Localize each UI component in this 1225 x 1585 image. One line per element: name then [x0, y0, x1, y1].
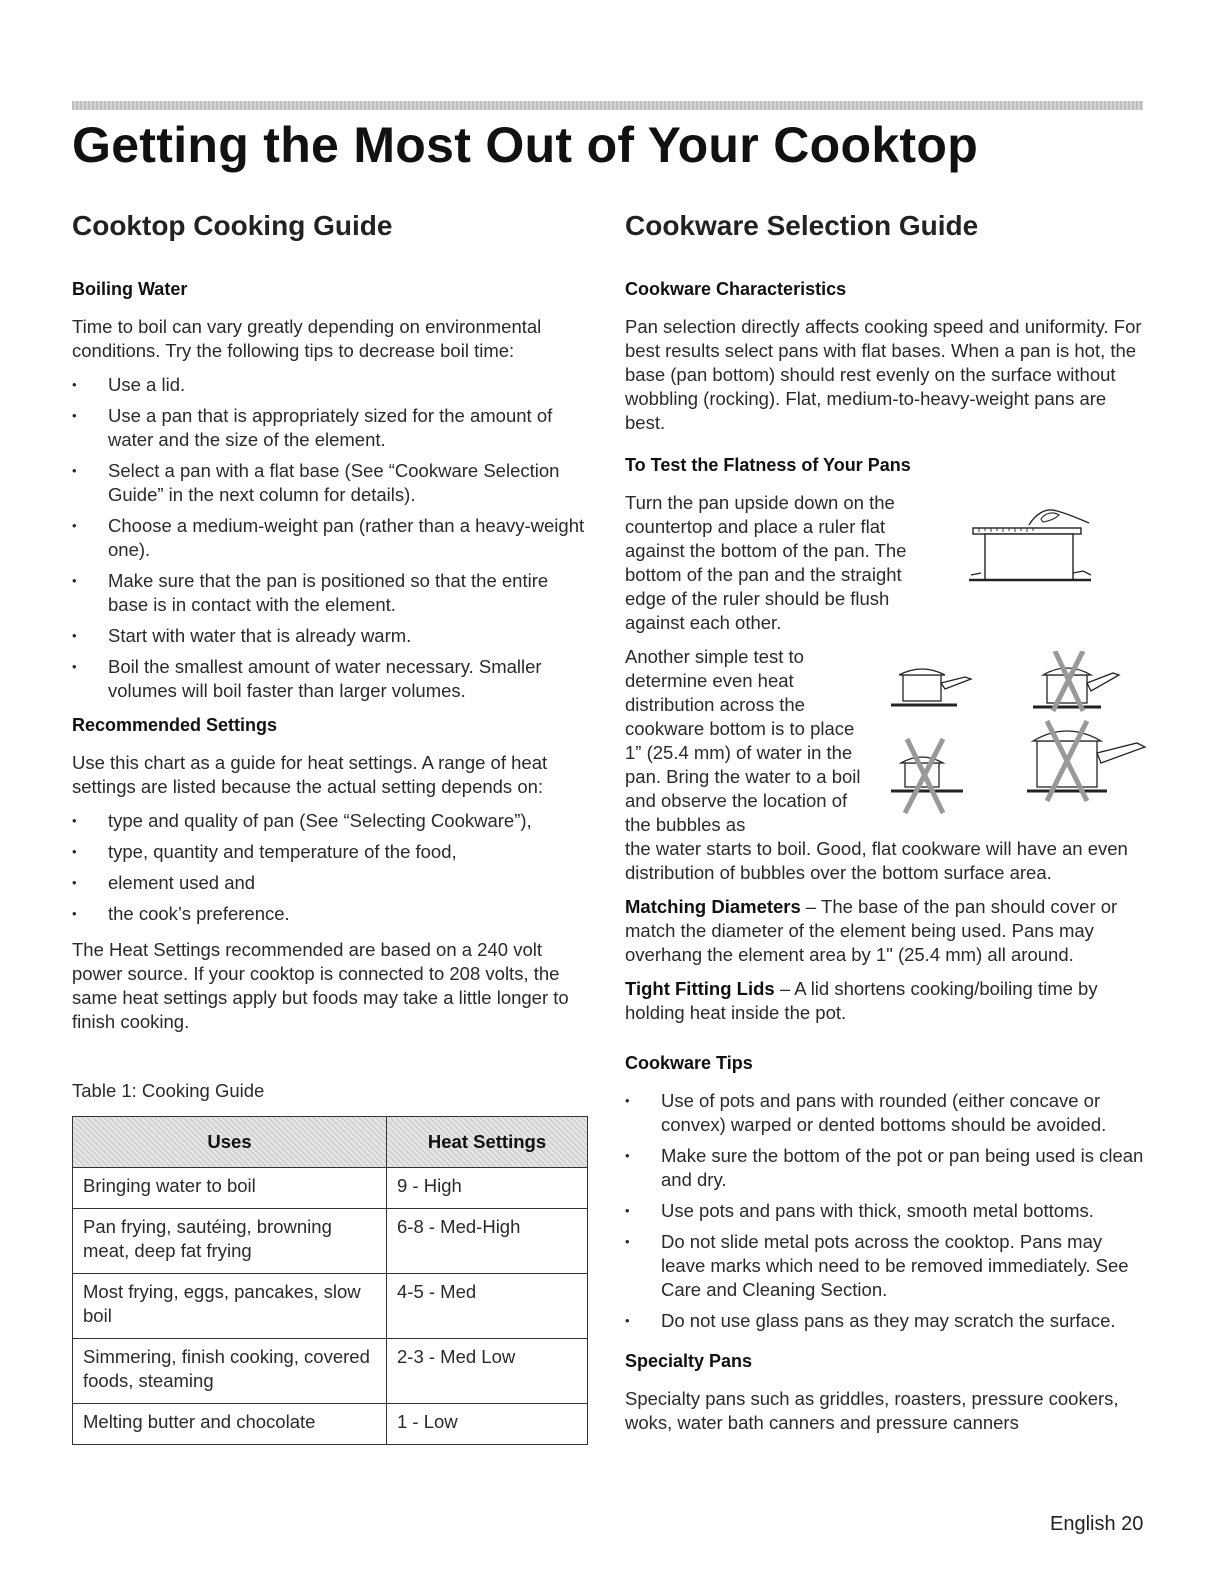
uses-header: Uses: [73, 1117, 387, 1168]
uses-cell: Most frying, eggs, pancakes, slow boil: [73, 1274, 387, 1339]
heat-setting-cell: 6-8 - Med-High: [387, 1209, 588, 1274]
cooking-guide-table: [72, 1116, 588, 1445]
matching-diameters-text: [625, 895, 1150, 967]
matching-diameters-term: Matching Diameters: [625, 896, 801, 917]
table-caption: Table 1: Cooking Guide: [72, 1080, 265, 1101]
list-item: • Do not slide metal pots across the cooktop. Pans may leave marks which need to be removed immediately. See Care and Cleaning Section.: [625, 1230, 1150, 1302]
page-number: English 20: [1050, 1513, 1144, 1535]
table-header-row: [73, 1117, 588, 1168]
list-item: • element used and: [72, 871, 587, 895]
table-row: [73, 1404, 588, 1445]
cookware-tips-list: [625, 1089, 1150, 1333]
flatness-heading: To Test the Flatness of Your Pans: [625, 455, 911, 475]
uses-cell: Simmering, finish cooking, covered foods, steaming: [73, 1339, 387, 1404]
flatness-test: [625, 491, 1150, 635]
cookware-tips-heading: Cookware Tips: [625, 1053, 753, 1073]
list-item: • Make sure that the pan is positioned so that the entire base is in contact with the element.: [72, 569, 587, 617]
specialty-pans-text: Specialty pans such as griddles, roasters, pressure cookers, woks, water bath canners and pressure canners: [625, 1388, 1119, 1433]
tight-lids-text: [625, 977, 1150, 1025]
recommended-settings-heading: Recommended Settings: [72, 715, 278, 735]
boiling-intro: Time to boil can vary greatly depending on environmental conditions. Try the following tips to decrease boil time:: [72, 316, 542, 361]
crossed-pan-icon: [1027, 721, 1145, 801]
table-row: [73, 1274, 588, 1339]
left-column: [72, 210, 587, 1445]
bubble-test: [625, 645, 1150, 885]
list-item: • type and quality of pan (See “Selecting Cookware”),: [72, 809, 587, 833]
good-pan-icon: [891, 669, 971, 705]
list-item: • Start with water that is already warm.: [72, 624, 587, 648]
title-rule: [72, 101, 1143, 110]
flatness-text: Turn the pan upside down on the countertop and place a ruler flat against the bottom of the pan. The bottom of the pan and the straight edge of the ruler should be flush against each other.: [625, 492, 907, 633]
list-item: • Use a pan that is appropriately sized for the amount of water and the size of the element.: [72, 404, 587, 452]
heat-setting-cell: 9 - High: [387, 1168, 588, 1209]
table-row: [73, 1209, 588, 1274]
uses-cell: Bringing water to boil: [73, 1168, 387, 1209]
boiling-tips-list: [72, 373, 587, 703]
boiling-water-heading: Boiling Water: [72, 279, 188, 299]
list-item: • Use a lid.: [72, 373, 587, 397]
bubble-test-text: Another simple test to determine even heat distribution across the cookware bottom is to place 1” (25.4 mm) of water in the pan. Bring the water to a boil and observe the location of the bubbles as: [625, 646, 861, 835]
cooking-guide-title: Cooktop Cooking Guide: [72, 210, 393, 241]
recommended-intro: Use this chart as a guide for heat settings. A range of heat settings are listed because the actual setting depends on:: [72, 752, 548, 797]
heat-setting-cell: 2-3 - Med Low: [387, 1339, 588, 1404]
table-row: [73, 1168, 588, 1209]
uses-cell: Pan frying, sautéing, browning meat, deep fat frying: [73, 1209, 387, 1274]
table-row: [73, 1339, 588, 1404]
list-item: • Select a pan with a flat base (See “Cookware Selection Guide” in the next column for details).: [72, 459, 587, 507]
heat-settings-header: Heat Settings: [387, 1117, 588, 1168]
list-item: • Choose a medium-weight pan (rather than a heavy-weight one).: [72, 514, 587, 562]
crossed-pan-icon: [891, 739, 963, 813]
list-item: • the cook’s preference.: [72, 902, 587, 926]
characteristics-heading: Cookware Characteristics: [625, 279, 847, 299]
right-column: [625, 210, 1150, 1445]
tight-lids-term: Tight Fitting Lids: [625, 978, 775, 999]
heat-setting-cell: 1 - Low: [387, 1404, 588, 1445]
list-item: • Use of pots and pans with rounded (either concave or convex) warped or dented bottoms should be avoided.: [625, 1089, 1150, 1137]
crossed-pan-icon: [1033, 651, 1119, 711]
list-item: • Boil the smallest amount of water necessary. Smaller volumes will boil faster than larger volumes.: [72, 655, 587, 703]
tight-lids-desc: – A lid shortens cooking/boiling time by holding heat inside the pot.: [625, 978, 1098, 1023]
ruler-flatness-illustration: [965, 493, 1095, 593]
uses-cell: Melting butter and chocolate: [73, 1404, 387, 1445]
characteristics-text: Pan selection directly affects cooking speed and uniformity. For best results select pans with flat bases. When a pan is hot, the base (pan bottom) should rest evenly on the surface without wobbling (rocking). Flat, medium-to-heavy-weight pans are best.: [625, 316, 1142, 433]
heat-setting-cell: 4-5 - Med: [387, 1274, 588, 1339]
list-item: • Do not use glass pans as they may scratch the surface.: [625, 1309, 1150, 1333]
specialty-pans-heading: Specialty Pans: [625, 1351, 753, 1371]
list-item: • Use pots and pans with thick, smooth metal bottoms.: [625, 1199, 1150, 1223]
voltage-note: The Heat Settings recommended are based on a 240 volt power source. If your cooktop is connected to 208 volts, the same heat settings apply but foods may take a little longer to finish cooking.: [72, 939, 569, 1032]
list-item: • Make sure the bottom of the pot or pan being used is clean and dry.: [625, 1144, 1150, 1192]
matching-diameters-desc: – The base of the pan should cover or match the diameter of the element being used. Pans may overhang the element area by 1" (25.4 mm) all around.: [625, 896, 1118, 965]
bubble-test-text-continued: the water starts to boil. Good, flat cookware will have an even distribution of bubbles over the bottom surface area.: [625, 838, 1128, 883]
setting-factors-list: [72, 809, 587, 926]
page-title: Getting the Most Out of Your Cooktop: [72, 117, 979, 173]
pan-bubble-illustration: [887, 651, 1149, 833]
cookware-guide-title: Cookware Selection Guide: [625, 210, 979, 241]
list-item: • type, quantity and temperature of the food,: [72, 840, 587, 864]
